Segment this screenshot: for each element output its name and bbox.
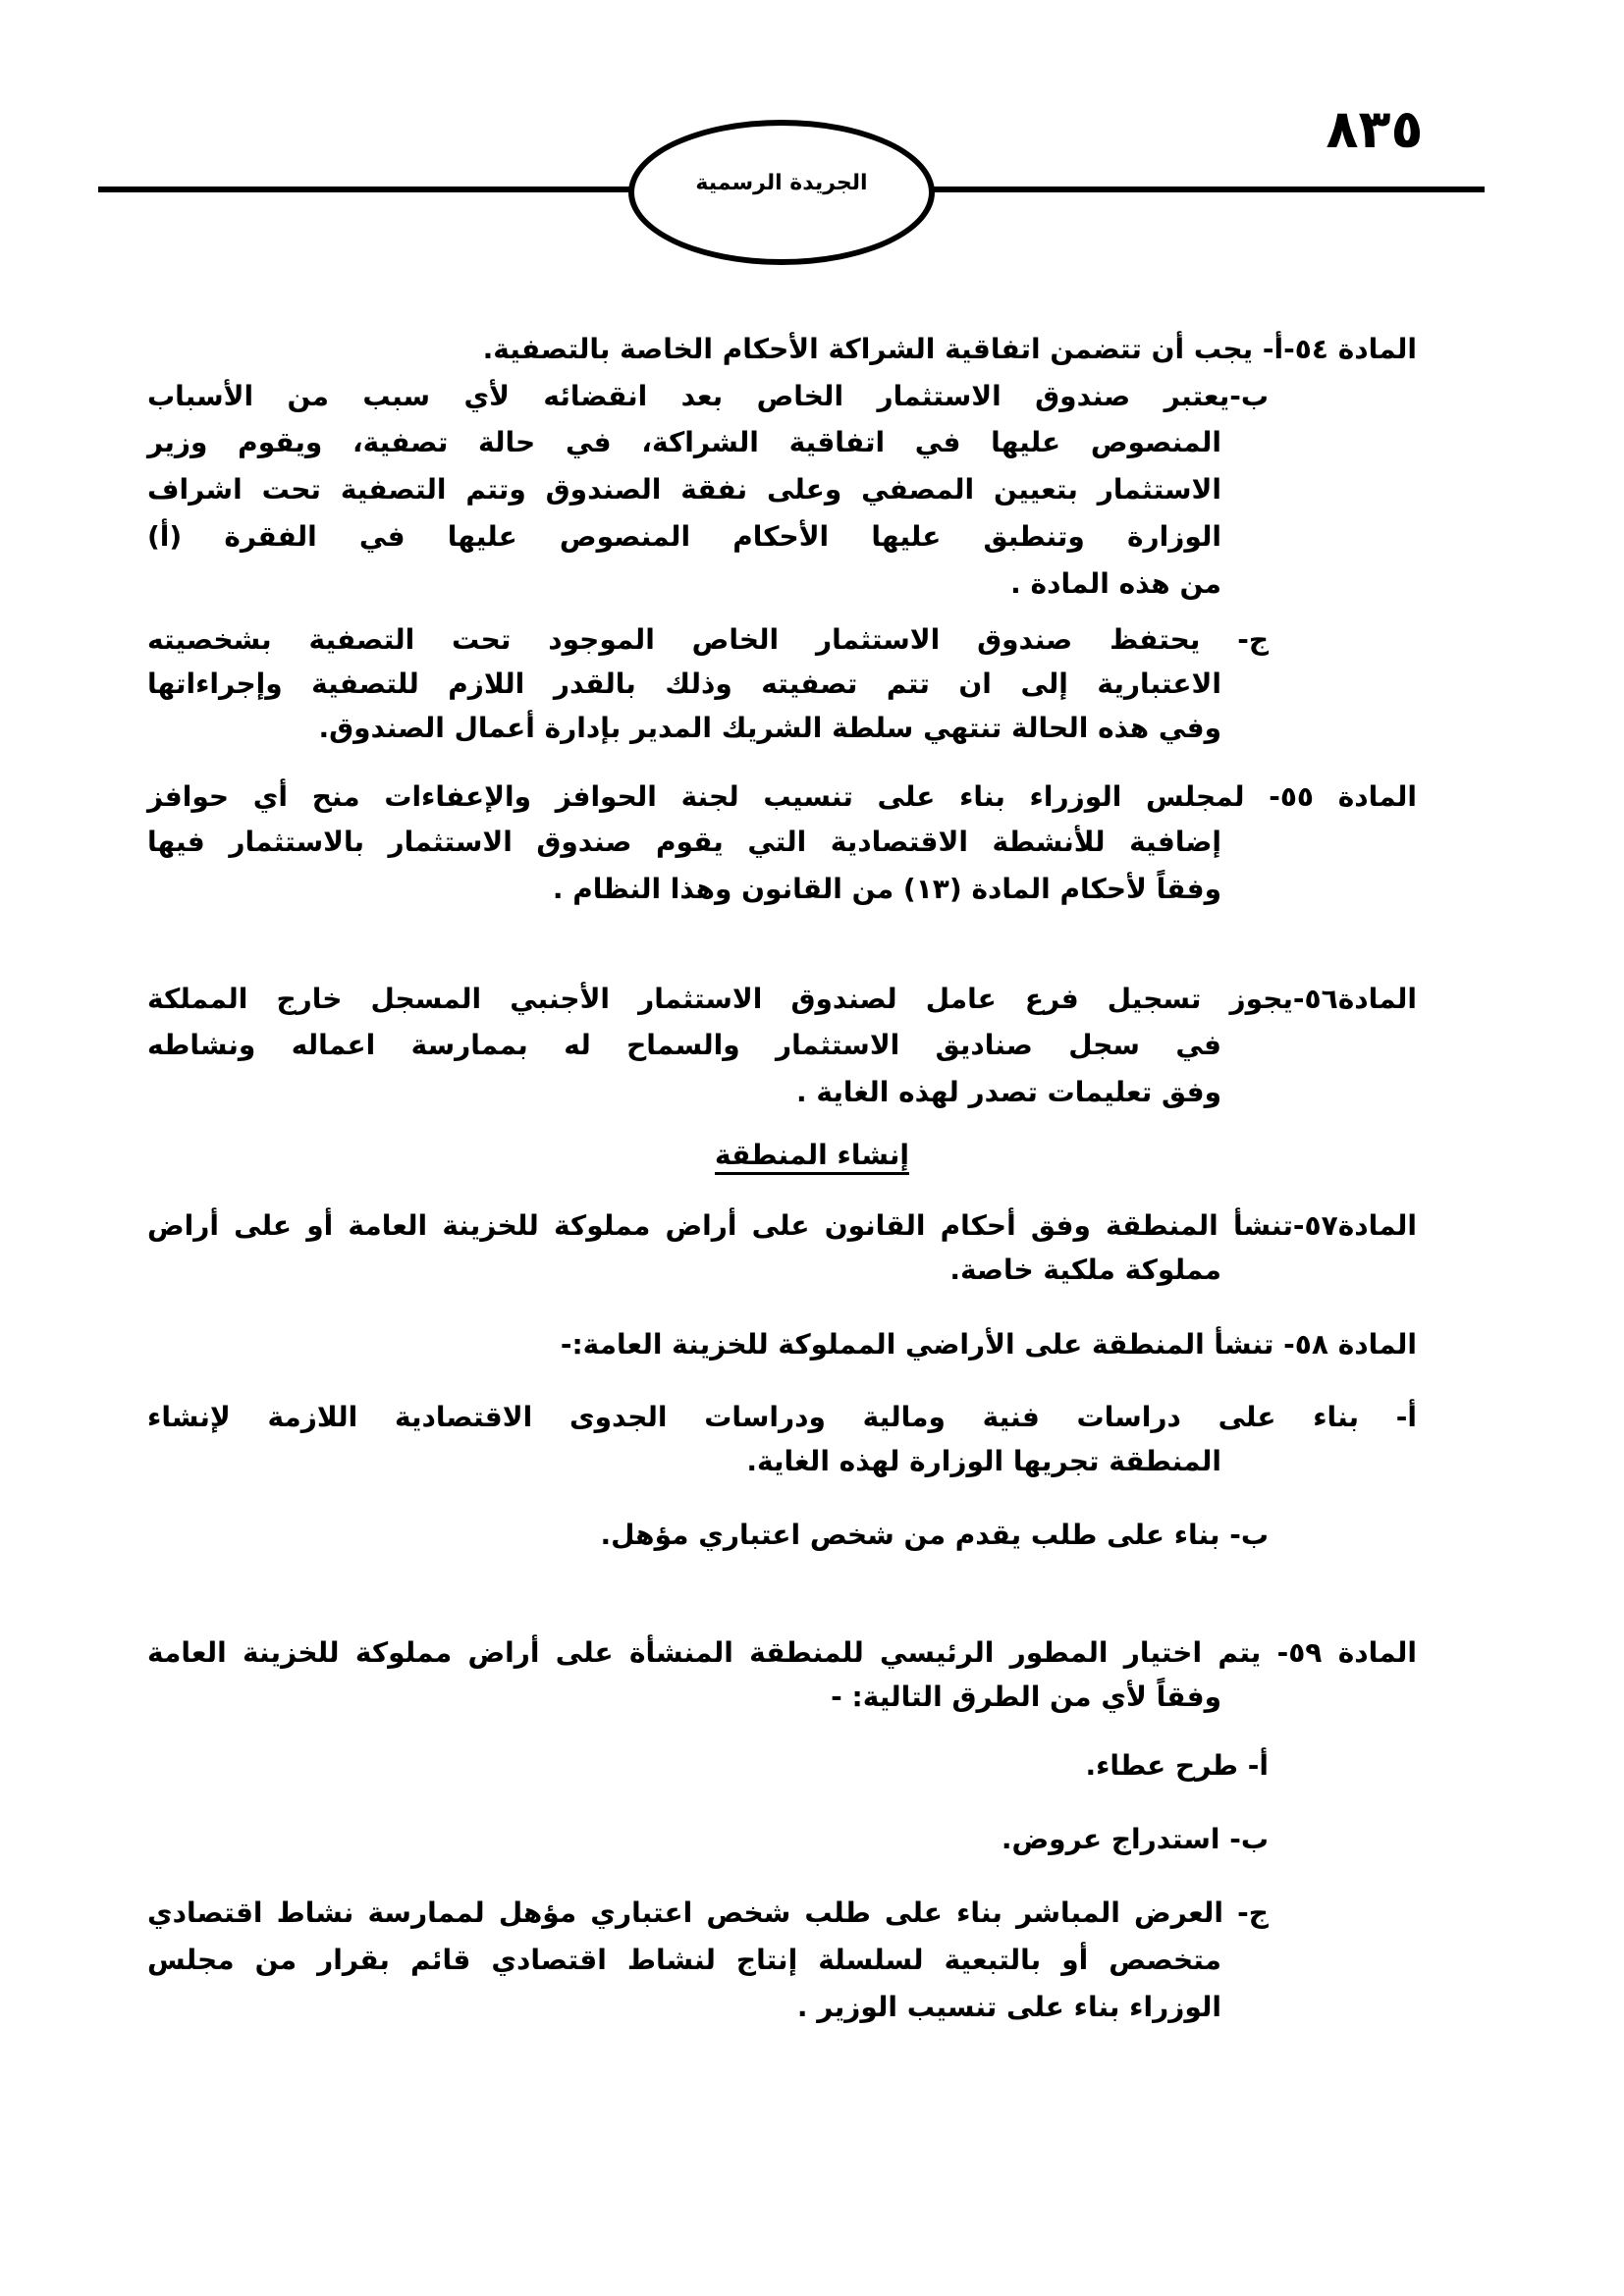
- article-54-line: ب-يعتبر صندوق الاستثمار الخاص بعد انقضائه لأي سبب من الأسباب: [147, 380, 1269, 412]
- section-heading: إنشاء المنطقة: [715, 1139, 909, 1171]
- article-56-line: المادة٥٦-يجوز تسجيل فرع عامل لصندوق الاستثمار الأجنبي المسجل خارج المملكة: [147, 983, 1417, 1015]
- article-55-line: المادة ٥٥- لمجلس الوزراء بناء على تنسيب لجنة الحوافز والإعفاءات منح أي حوافز: [147, 780, 1417, 813]
- article-59-line: الوزراء بناء على تنسيب الوزير .: [796, 1991, 1221, 2023]
- page-number: ٨٣٥: [1326, 98, 1424, 160]
- article-59-line: أ- طرح عطاء.: [1085, 1749, 1269, 1782]
- article-58-line: أ- بناء على دراسات فنية ومالية ودراسات الجدوى الاقتصادية اللازمة لإنشاء: [147, 1401, 1417, 1433]
- article-55-line: وفقاً لأحكام المادة (١٣) من القانون وهذا النظام .: [552, 873, 1221, 905]
- article-59-line: متخصص أو بالتبعية لسلسلة إنتاج لنشاط اقتصادي قائم بقرار من مجلس: [147, 1944, 1221, 1976]
- article-58-line: المادة ٥٨- تنشأ المنطقة على الأراضي المملوكة للخزينة العامة:-: [560, 1328, 1417, 1361]
- article-59-line: وفقاً لأي من الطرق التالية: -: [831, 1681, 1221, 1713]
- article-59-line: ج- العرض المباشر بناء على طلب شخص اعتباري مؤهل لممارسة نشاط اقتصادي: [147, 1896, 1269, 1929]
- gazette-title-ellipse: [628, 120, 935, 265]
- article-54-line: الاستثمار بتعيين المصفي وعلى نفقة الصندوق وتتم التصفية تحت اشراف: [147, 473, 1221, 506]
- article-54-line: ج- يحتفظ صندوق الاستثمار الخاص الموجود تحت التصفية بشخصيته: [147, 623, 1269, 656]
- article-59-line: المادة ٥٩- يتم اختيار المطور الرئيسي للمنطقة المنشأة على أراض مملوكة للخزينة العامة: [147, 1636, 1417, 1669]
- article-54-line: المنصوص عليها في اتفاقية الشراكة، في حالة تصفية، ويقوم وزير: [147, 426, 1221, 458]
- article-54-line: المادة ٥٤-أ- يجب أن تتضمن اتفاقية الشراكة الأحكام الخاصة بالتصفية.: [482, 333, 1417, 365]
- gazette-title: الجريدة الرسمية: [695, 170, 868, 195]
- article-56-line: في سجل صناديق الاستثمار والسماح له بممارسة اعماله ونشاطه: [147, 1029, 1221, 1061]
- article-57-line: المادة٥٧-تنشأ المنطقة وفق أحكام القانون على أراض مملوكة للخزينة العامة أو على أراض: [147, 1209, 1417, 1242]
- article-55-line: إضافية للأنشطة الاقتصادية التي يقوم صندوق الاستثمار بالاستثمار فيها: [147, 826, 1221, 858]
- article-54-line: وفي هذه الحالة تنتهي سلطة الشريك المدير بإدارة أعمال الصندوق.: [318, 712, 1221, 744]
- article-58-line: ب- بناء على طلب يقدم من شخص اعتباري مؤهل.: [600, 1519, 1269, 1551]
- article-54-line: الاعتبارية إلى ان تتم تصفيته وذلك بالقدر اللازم للتصفية وإجراءاتها: [147, 667, 1221, 700]
- article-54-line: من هذه المادة .: [1010, 567, 1221, 600]
- article-56-line: وفق تعليمات تصدر لهذه الغاية .: [796, 1076, 1221, 1108]
- article-54-line: الوزارة وتنطبق عليها الأحكام المنصوص عليها في الفقرة (أ): [147, 520, 1221, 553]
- article-58-line: المنطقة تجريها الوزارة لهذه الغاية.: [746, 1445, 1221, 1477]
- article-59-line: ب- استدراج عروض.: [1001, 1823, 1269, 1855]
- article-57-line: مملوكة ملكية خاصة.: [949, 1254, 1221, 1286]
